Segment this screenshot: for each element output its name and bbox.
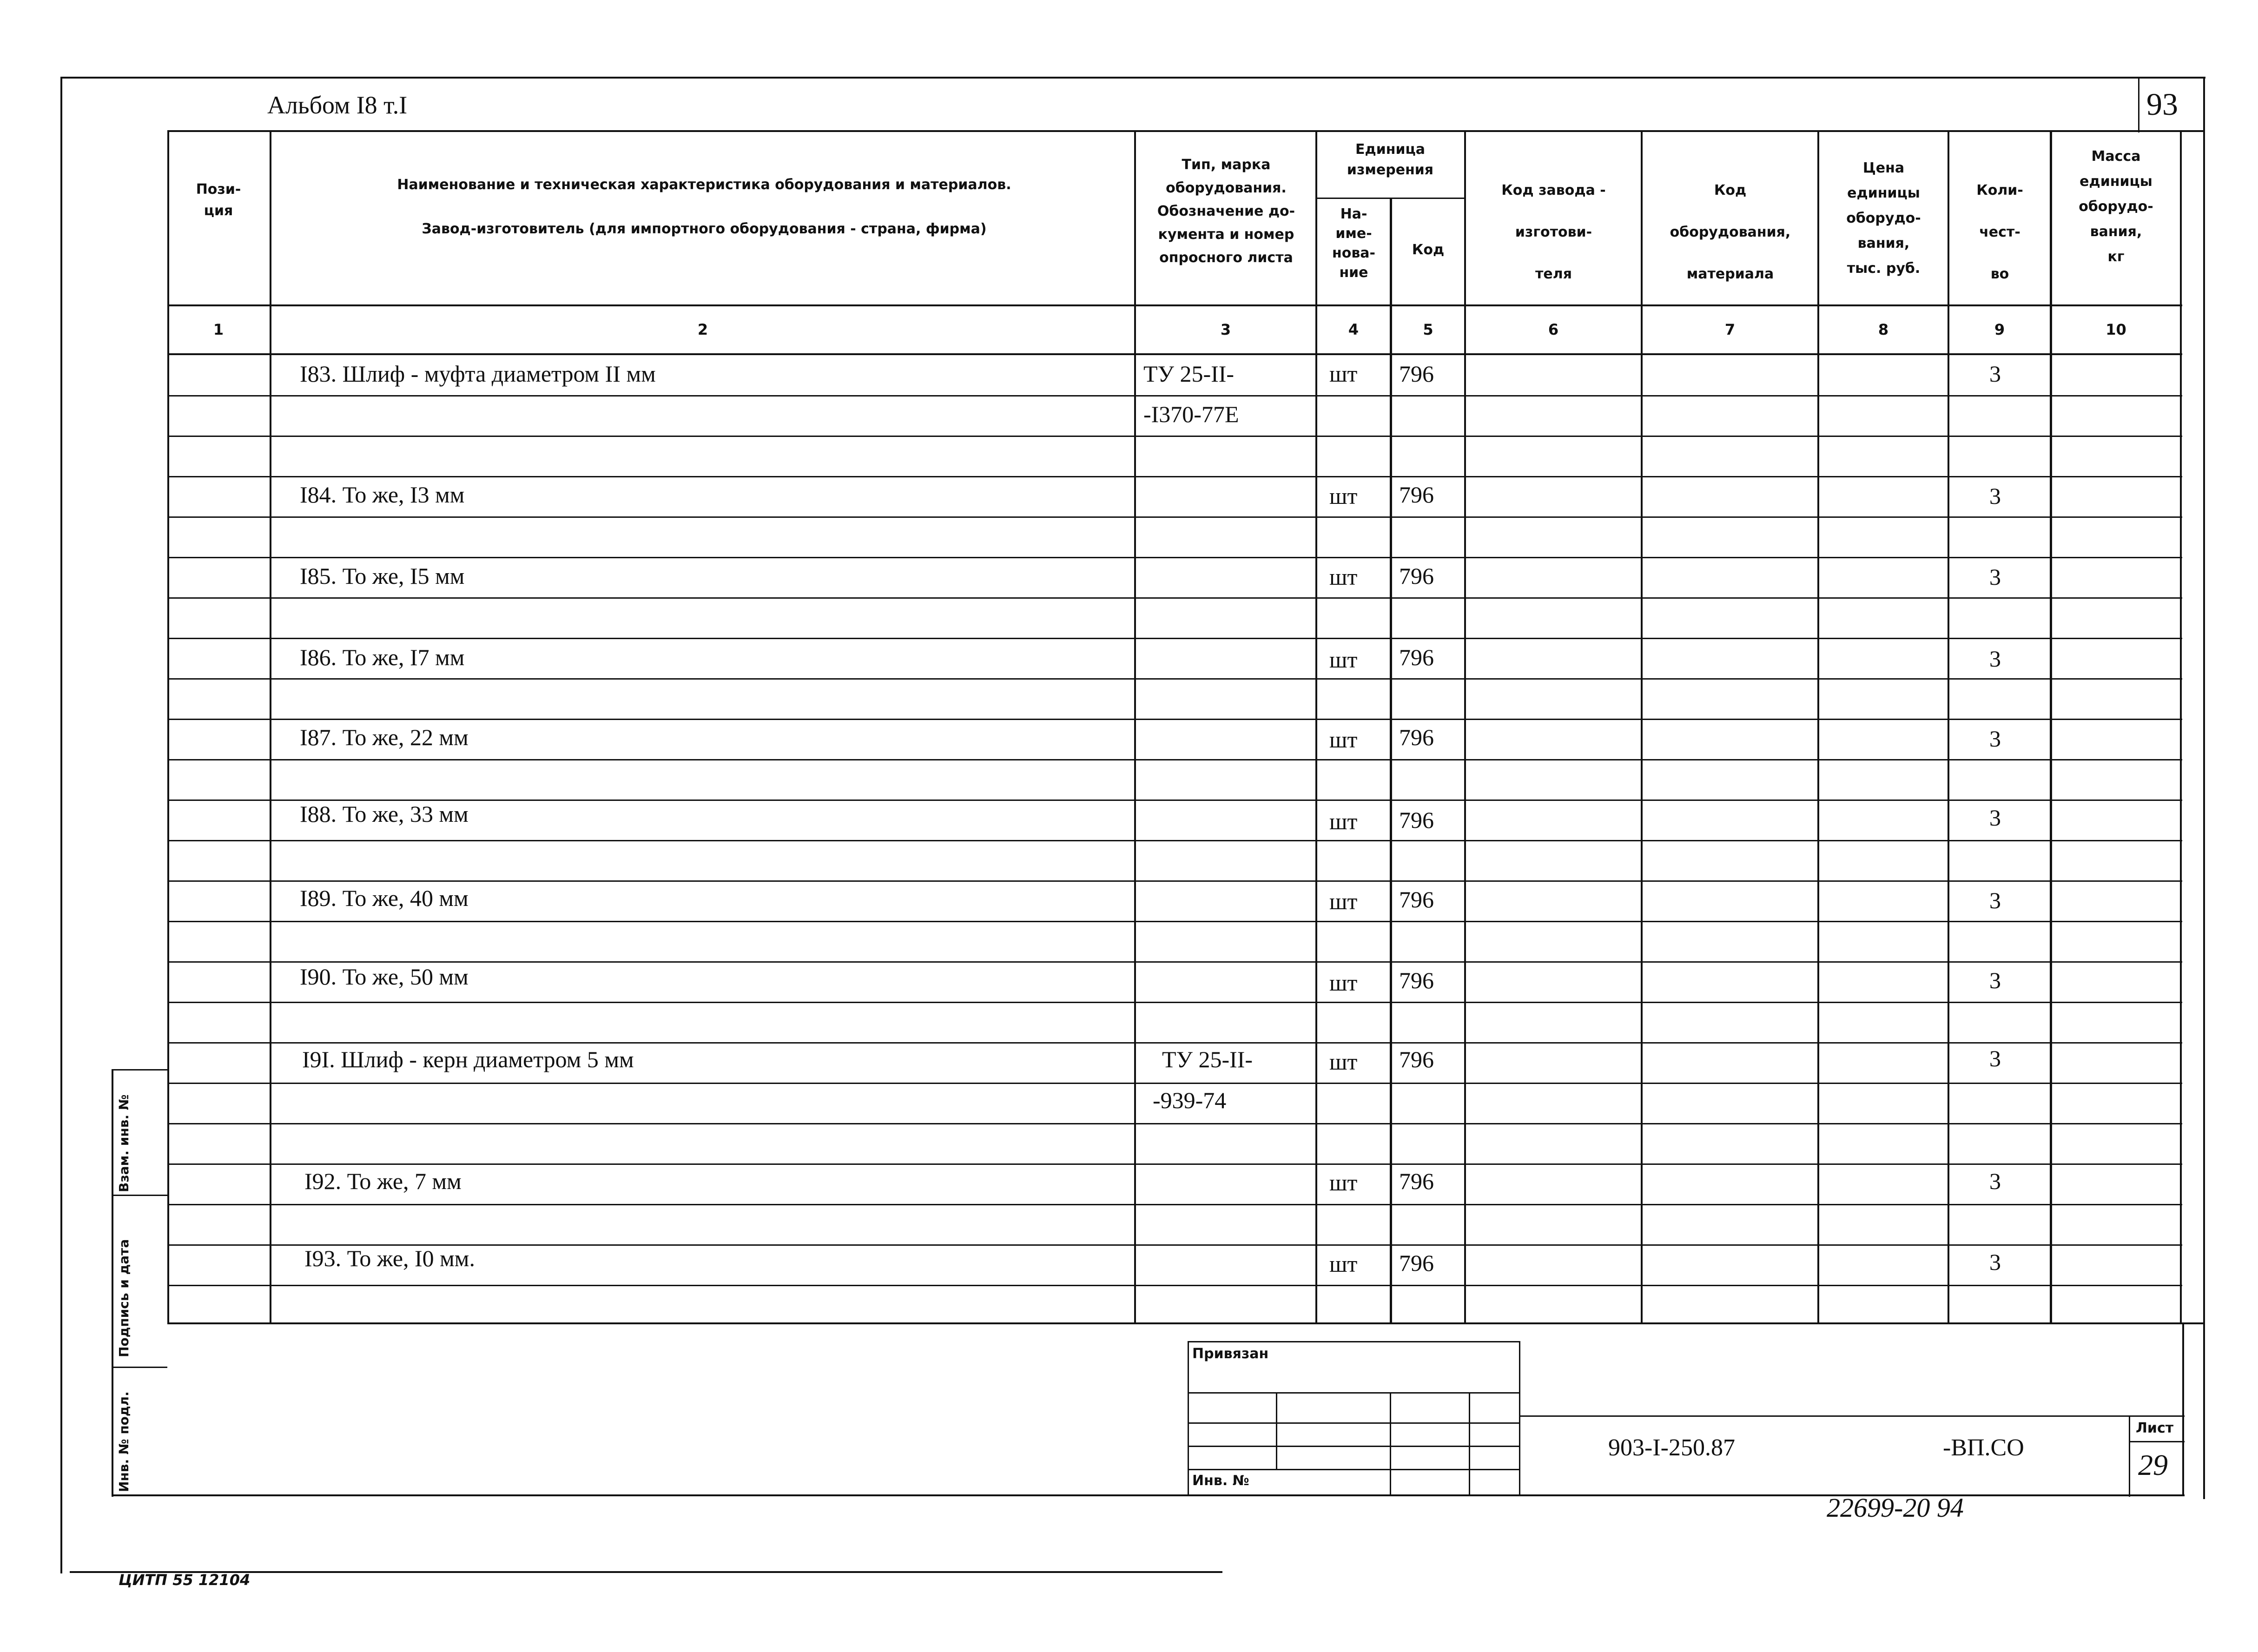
item-qty: 3 [1989,361,2001,387]
header-name-line2: Завод-изготовитель (для импортного оборудования - страна, фирма) [422,221,987,237]
item-unit-code: 796 [1399,807,1434,833]
item-qty: 3 [1989,483,2001,509]
item-type: -939-74 [1153,1087,1227,1113]
bottom-number: 22699-20 94 [1827,1493,1964,1523]
item-qty: 3 [1989,564,2001,590]
col-number: 2 [697,321,708,338]
col-number: 7 [1724,321,1736,338]
row-line [167,597,2182,599]
item-qty: 3 [1989,887,2001,913]
item-unit: шт [1329,1049,1358,1075]
sheet-number: 29 [2138,1448,2168,1481]
row-line [167,961,2182,963]
table-top [167,130,2203,132]
stamp-line [2129,1441,2185,1442]
col-number: 3 [1220,321,1231,338]
item-name: I88. То же, 33 мм [300,801,469,827]
item-qty: 3 [1989,726,2001,752]
item-name: I86. То же, I7 мм [300,644,465,670]
row-line [167,719,2182,720]
item-unit: шт [1329,483,1358,509]
row-line [167,759,2182,760]
item-name: I90. То же, 50 мм [300,964,469,990]
row-line [167,1163,2182,1165]
row-line [167,678,2182,680]
doc-code: 903-I-250.87 [1608,1434,1735,1461]
item-name: I83. Шлиф - муфта диаметром II мм [300,361,656,387]
album-label: Альбом I8 т.I [267,91,408,119]
item-unit: шт [1329,727,1358,753]
item-name: I93. То же, I0 мм. [304,1245,475,1271]
frame-left [60,77,62,1573]
col-line [1641,130,1643,1322]
row-line [167,638,2182,639]
row-line [167,557,2182,558]
doc-suffix: -ВП.СО [1943,1434,2024,1461]
item-unit: шт [1329,1170,1358,1196]
item-name: I84. То же, I3 мм [300,482,465,508]
side-label-inv-podl: Инв. № подл. [116,1391,132,1492]
col-number: 8 [1878,321,1889,338]
row-line [167,1002,2182,1003]
item-unit-code: 796 [1399,563,1434,589]
side-line [112,1367,167,1368]
item-type: ТУ 25-II- [1143,361,1235,387]
row-line [167,1204,2182,1205]
row-line [167,880,2182,882]
item-unit-code: 796 [1399,886,1434,912]
row-line [167,800,2182,801]
item-name: I85. То же, I5 мм [300,563,465,589]
item-unit: шт [1329,970,1358,996]
stamp-line [1276,1392,1277,1469]
header-type: Тип, марка оборудования. Обозначение до- кумента и номер опросного листа [1157,157,1295,266]
item-unit-code: 796 [1399,1046,1434,1072]
side-label-vzam: Взам. инв. № [116,1094,132,1192]
item-type: ТУ 25-II- [1162,1046,1253,1072]
side-line [112,1069,113,1497]
col-number: 1 [213,321,224,338]
sheet-label: Лист [2136,1420,2174,1436]
page-number-divider [2138,77,2139,132]
row-line [167,921,2182,922]
col-number: 4 [1348,321,1359,338]
stamp-line [1519,1341,1520,1494]
item-unit-code: 796 [1399,361,1434,387]
stamp-line [1188,1341,1520,1342]
header-mass: Масса единицы оборудо- вания, кг [2079,148,2153,265]
col-number: 9 [1994,321,2005,338]
col-number: 10 [2106,321,2126,338]
row-line [167,395,2182,396]
item-unit: шт [1329,564,1358,590]
header-unit-name: На- име- нова- ние [1332,206,1376,281]
col-line [1948,130,1949,1322]
unit-header-divider [1315,198,1464,199]
item-qty: 3 [1989,1168,2001,1194]
header-equipment-code: Код оборудования, материала [1670,182,1791,282]
item-qty: 3 [1989,805,2001,831]
header-factory-code: Код завода - изготови- теля [1501,182,1606,282]
frame-right [2203,77,2205,1499]
col-line [1315,130,1317,1322]
col-number: 5 [1423,321,1433,338]
item-unit: шт [1329,888,1358,914]
item-name: I87. То же, 22 мм [300,724,469,750]
stamp-line [1188,1341,1189,1494]
side-label-podpis: Подпись и дата [116,1239,132,1357]
side-line [112,1195,167,1196]
row-line [167,476,2182,477]
row-line [167,1285,2182,1286]
col-line [270,130,271,1322]
item-unit-code: 796 [1399,724,1434,750]
item-unit-code: 796 [1399,1168,1434,1194]
table-left [167,130,169,1322]
item-name: I92. То же, 7 мм [304,1168,462,1194]
row-line [167,1083,2182,1084]
col-line [1817,130,1819,1322]
stamp-line [1520,1415,2185,1417]
row-line [167,436,2182,437]
col-number: 6 [1548,321,1559,338]
item-unit: шт [1329,361,1358,387]
header-unit-code: Код [1412,242,1445,258]
item-name: I89. То же, 40 мм [300,885,469,911]
table-bottom [167,1322,2203,1324]
stamp-line [2129,1415,2130,1497]
item-name: I9I. Шлиф - керн диаметром 5 мм [302,1046,634,1072]
stamp-line [1469,1392,1470,1494]
item-qty: 3 [1989,1045,2001,1071]
header-quantity: Коли- чест- во [1976,182,2023,282]
row-line [167,516,2182,518]
col-line [2180,130,2182,1322]
header-unit: Единица измерения [1347,141,1434,178]
colnum-bottom [167,353,2182,355]
col-line [1134,130,1136,1322]
stamp-line [1390,1392,1391,1494]
frame-top [60,77,2205,79]
item-type: -I370-77Е [1143,401,1239,427]
header-name-line1: Наименование и техническая характеристика оборудования и материалов. [397,177,1011,193]
item-unit-code: 796 [1399,967,1434,993]
row-line [167,840,2182,841]
item-unit: шт [1329,647,1358,673]
header-position: Пози- ция [196,181,241,219]
footer-code: ЦИТП 55 12104 [119,1571,251,1589]
item-unit-code: 796 [1399,644,1434,670]
col-line [1464,130,1466,1322]
item-unit-code: 796 [1399,482,1434,508]
row-line [167,1042,2182,1044]
row-line [167,1123,2182,1124]
inv-no-label: Инв. № [1192,1473,1249,1489]
stamp-right [2182,1322,2184,1496]
privyazan-label: Привязан [1192,1346,1269,1362]
item-qty: 3 [1989,967,2001,993]
item-qty: 3 [1989,1249,2001,1275]
page-number-top: 93 [2146,86,2178,122]
item-unit-code: 796 [1399,1250,1434,1276]
item-unit: шт [1329,808,1358,834]
item-qty: 3 [1989,646,2001,672]
header-price: Цена единицы оборудо- вания, тыс. руб. [1846,160,1921,277]
side-line [112,1069,167,1070]
header-bottom [167,304,2182,306]
item-unit: шт [1329,1251,1358,1277]
col-line [2050,130,2052,1322]
